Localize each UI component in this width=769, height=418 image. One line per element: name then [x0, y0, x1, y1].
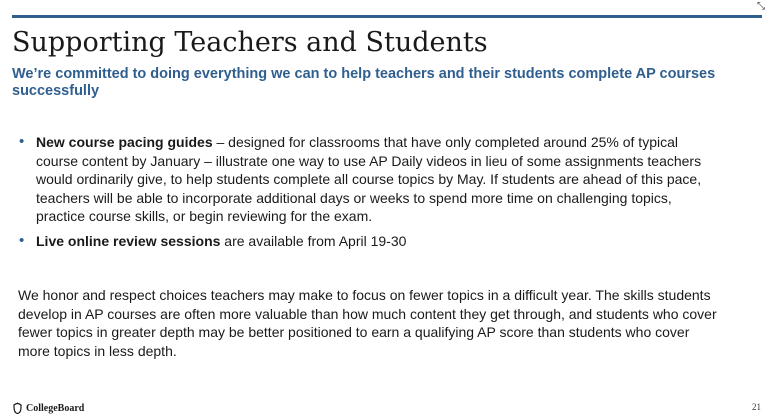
logo-text: CollegeBoard — [26, 402, 85, 414]
bullet-heading: New course pacing guides — [36, 134, 213, 150]
bullet-dot-icon: • — [19, 133, 25, 150]
bullet-item-review-sessions — [18, 232, 718, 251]
bullet-text: are available from April 19-30 — [220, 232, 407, 249]
slide-title: Supporting Teachers and Students — [12, 27, 488, 58]
collegeboard-logo — [12, 402, 84, 414]
top-rule — [12, 15, 762, 18]
page-number: 21 — [752, 402, 761, 412]
slide-subtitle: We’re committed to doing everything we can to help teachers and their students complete AP courses successfully — [12, 66, 716, 99]
acorn-icon — [12, 402, 23, 414]
body-paragraph: We honor and respect choices teachers may make to focus on fewer topics in a difficult year. The skills students develop in AP courses are often more valuable than how much content they get through, and students who cover fewer topics in greater depth may be better positioned to earn a qualifying AP score than students who cover more topics in less depth. — [18, 287, 717, 359]
expand-icon[interactable]: ⤡ — [757, 1, 765, 12]
bullet-text: – designed for classrooms that have only completed around 25% of typical course content by January – illustrate one way to use AP Daily videos in lieu of some assignments teachers would ordinarily give, to help students complete all course topics by May. If students are ahead of this pace, teachers will be able to incorporate additional days or weeks to spend more time on challenging topics, practice course skills, or begin reviewing for the exam. — [36, 134, 702, 224]
bullet-dot-icon: • — [19, 231, 25, 249]
bullet-list — [18, 133, 718, 250]
bullet-heading: Live online review sessions — [36, 232, 221, 249]
bullet-item-pacing-guides — [18, 133, 718, 226]
